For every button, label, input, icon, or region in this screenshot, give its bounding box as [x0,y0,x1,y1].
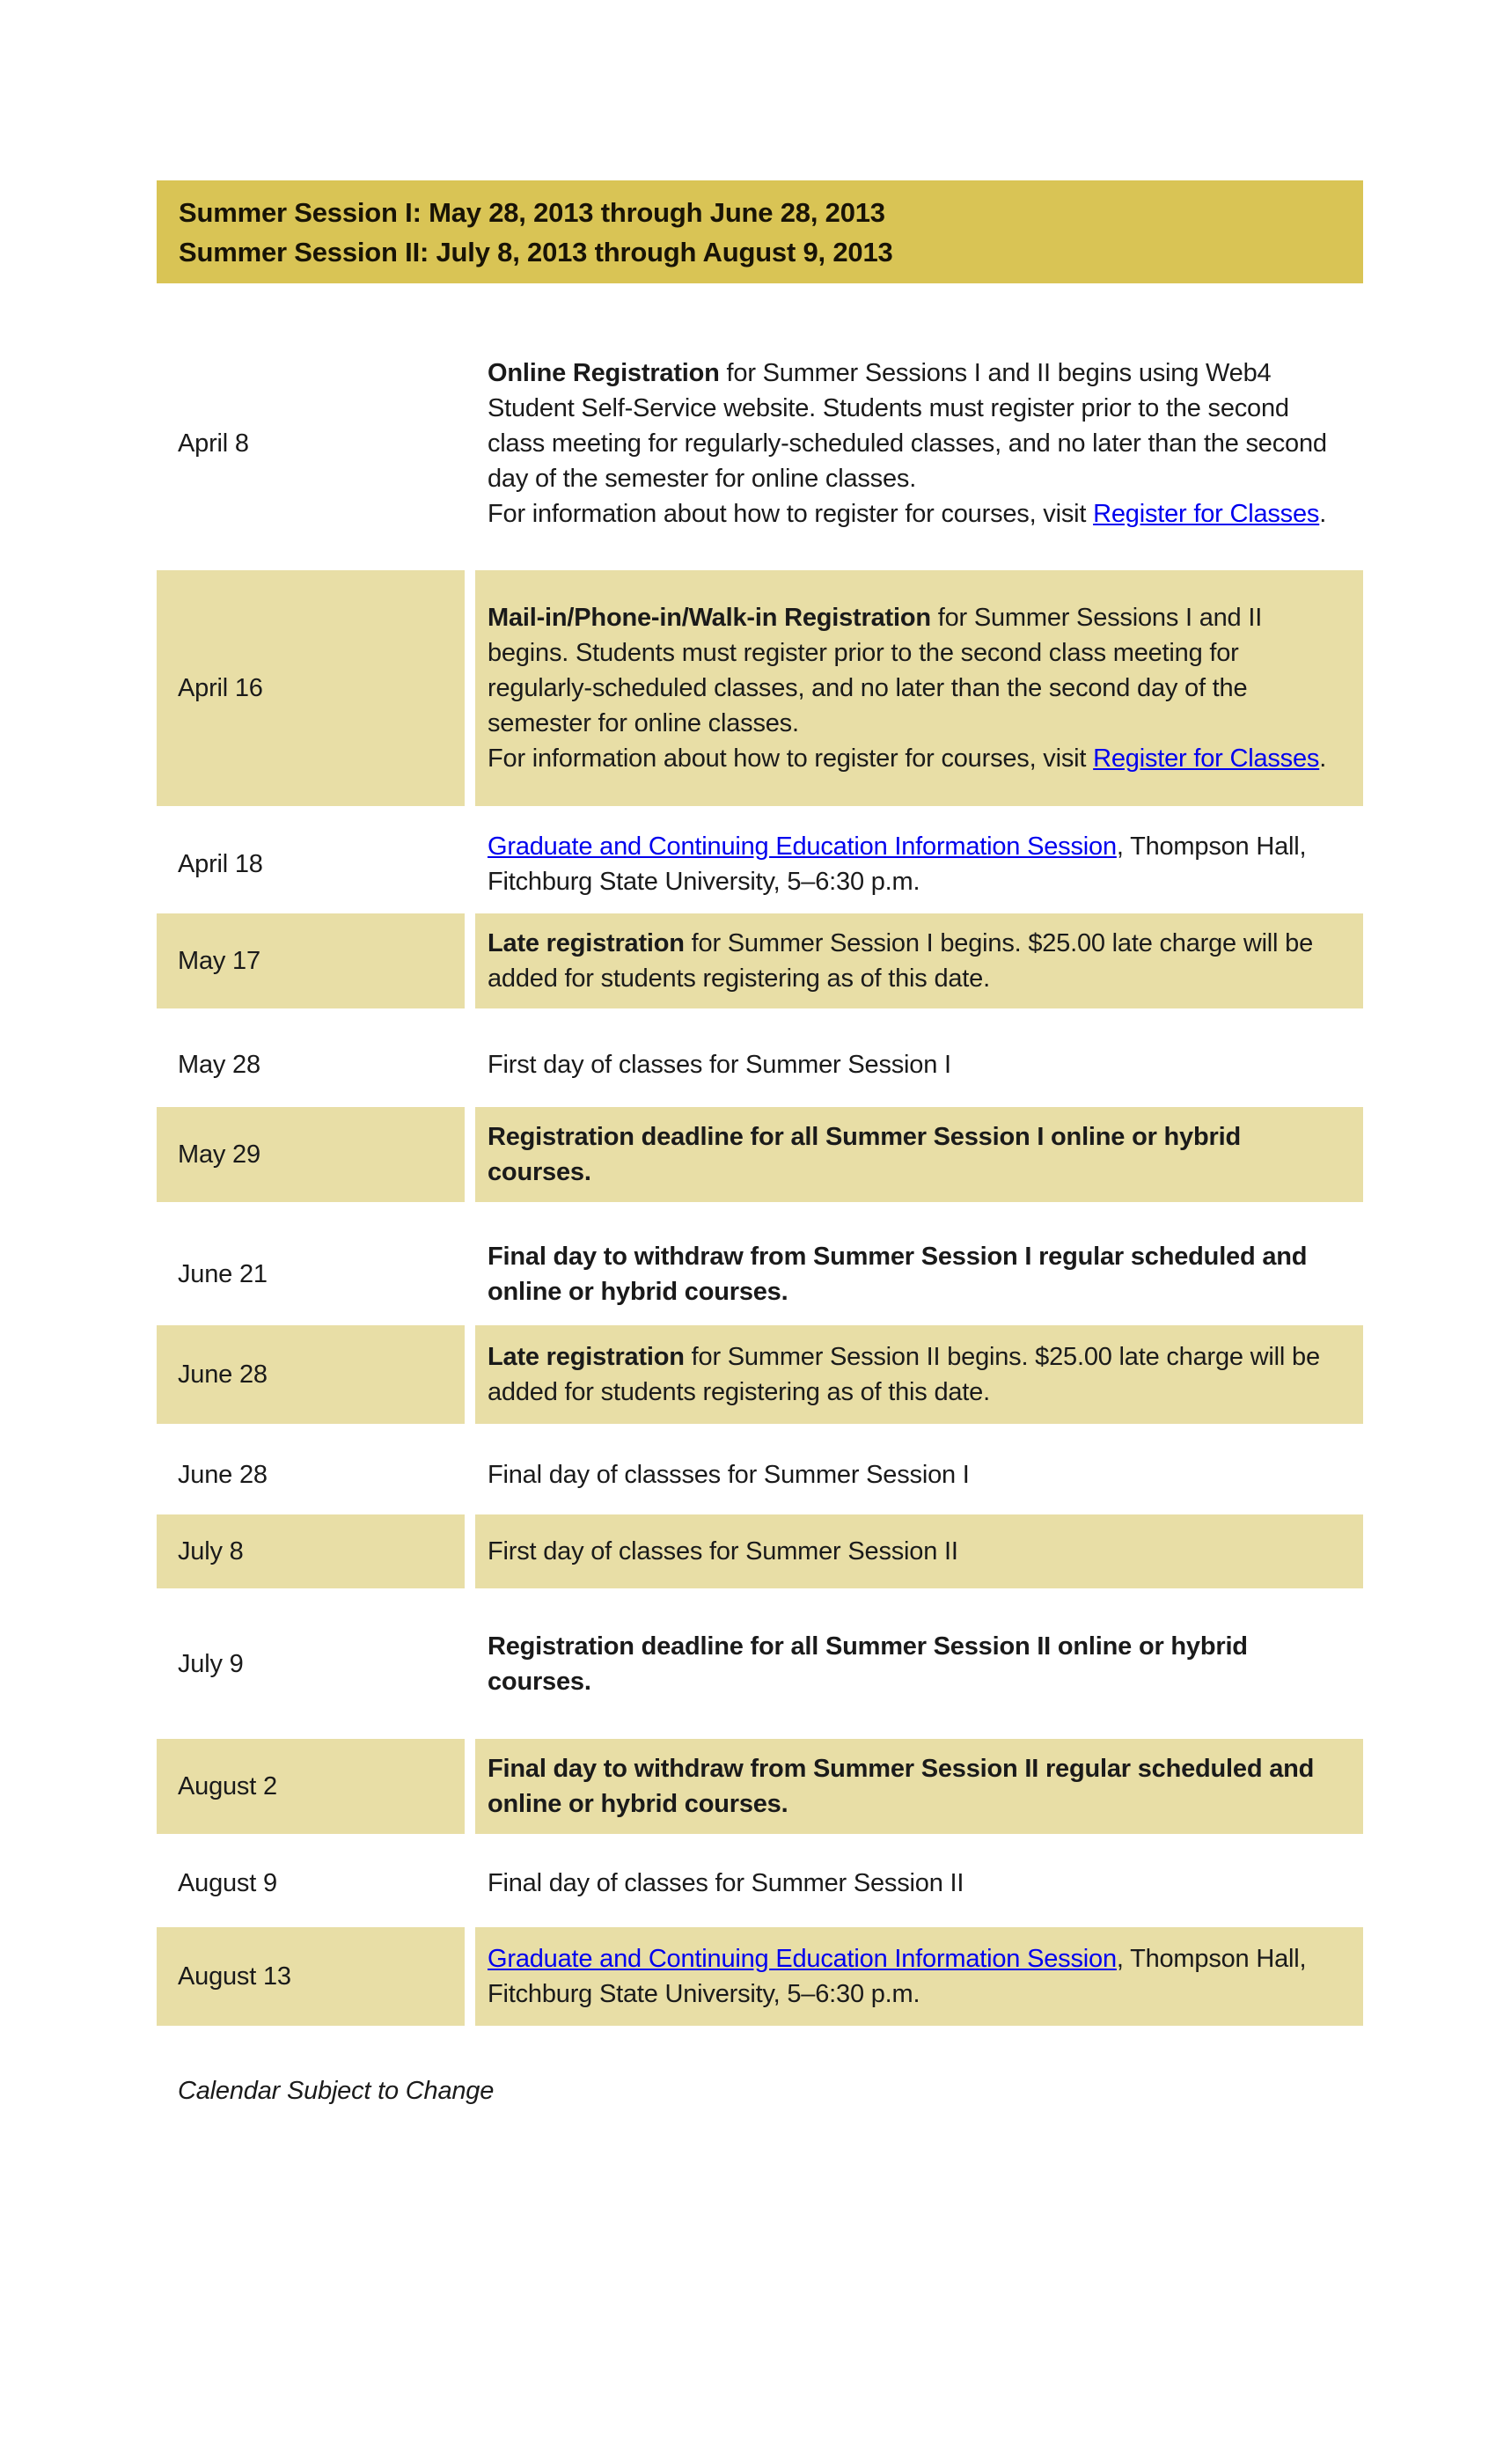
table-row [157,1325,1363,1424]
body-text: . [1319,500,1327,528]
body-text: For information about how to register for courses, visit [488,500,1094,528]
emphasis-text: Registration deadline for all Summer Session I online or hybrid courses. [488,1123,1241,1186]
emphasis-text: Mail-in/Phone-in/Walk-in Registration [488,604,931,632]
date-label: August 9 [178,1868,277,1897]
gce-information-session-link[interactable]: Graduate and Continuing Education Information Session [488,1945,1117,1973]
column-gap [465,1445,475,1505]
column-gap [465,1617,475,1712]
date-cell [157,1514,465,1588]
emphasis-text: Late registration [488,1343,685,1371]
date-label: April 8 [178,429,249,458]
gce-information-session-link[interactable]: Graduate and Continuing Education Information Session [488,832,1117,861]
event-description [488,1119,1346,1190]
date-label: July 9 [178,1649,244,1678]
event-description [488,1339,1346,1410]
table-row [157,570,1363,806]
body-text: for Summer Sessions I and II begins. Students must register prior to the second class meeting for regularly-scheduled classes, and no later than the second day of the semester for online classes. [488,604,1263,737]
date-cell [157,817,465,912]
calendar-table [157,343,1363,2026]
footer-note: Calendar Subject to Change [178,2077,495,2105]
body-text: , Thompson Hall, Fitchburg State University, 5–6:30 p.m. [488,832,1307,896]
column-gap [465,913,475,1008]
table-row [157,343,1363,544]
date-label: May 17 [178,946,260,975]
column-gap [465,1514,475,1588]
date-cell [157,1853,465,1913]
date-label: August 13 [178,1962,291,1991]
table-row [157,1853,1363,1913]
date-cell [157,570,465,806]
column-gap [465,1325,475,1424]
body-text: , Thompson Hall, Fitchburg State University, 5–6:30 p.m. [488,1945,1307,2008]
document-content [157,0,1363,2106]
banner-line-session-2: Summer Session II: July 8, 2013 through August 9, 2013 [179,236,893,268]
event-description [488,1534,1346,1569]
table-row [157,1514,1363,1588]
date-cell [157,343,465,544]
event-description [488,1457,1346,1492]
body-text: for Summer Session II begins. $25.00 late charge will be added for students registering as of this date. [488,1343,1320,1406]
date-cell [157,1739,465,1834]
date-cell [157,1035,465,1095]
event-description [488,1941,1346,2012]
date-cell [157,1227,465,1322]
event-description [488,829,1346,899]
date-label: June 28 [178,1360,268,1389]
register-for-classes-link[interactable]: Register for Classes [1093,500,1320,528]
date-cell [157,1927,465,2026]
table-row [157,1107,1363,1202]
table-row [157,1445,1363,1505]
event-description [488,926,1346,996]
table-row [157,1927,1363,2026]
date-label: June 21 [178,1259,268,1288]
event-description-cell [475,1927,1363,2026]
body-text: First day of classes for Summer Session I [488,1051,951,1079]
date-cell [157,1617,465,1712]
column-gap [465,570,475,806]
event-description-cell [475,1853,1363,1913]
table-row [157,1227,1363,1322]
table-row [157,817,1363,912]
event-description [488,356,1346,532]
column-gap [465,817,475,912]
table-row [157,1035,1363,1095]
event-description-cell [475,570,1363,806]
event-description-cell [475,1445,1363,1505]
event-description [488,1866,1346,1901]
event-description [488,1047,1346,1082]
event-description-cell [475,1107,1363,1202]
column-gap [465,1739,475,1834]
summer-sessions-banner [157,180,1363,283]
body-text: for Summer Session I begins. $25.00 late charge will be added for students registering as of this date. [488,929,1314,993]
table-row [157,913,1363,1008]
column-gap [465,1227,475,1322]
body-text: For information about how to register for courses, visit [488,744,1094,773]
date-cell [157,1107,465,1202]
body-text: . [1319,744,1327,773]
emphasis-text: Final day to withdraw from Summer Session I regular scheduled and online or hybrid courses. [488,1243,1308,1306]
event-description-cell [475,1227,1363,1322]
event-description-cell [475,343,1363,544]
event-description-cell [475,1617,1363,1712]
date-cell [157,1325,465,1424]
banner-line-session-1: Summer Session I: May 28, 2013 through June 28, 2013 [179,196,885,228]
date-label: July 8 [178,1536,244,1566]
event-description-cell [475,817,1363,912]
body-text: Final day of classses for Summer Session I [488,1461,970,1489]
emphasis-text: Final day to withdraw from Summer Session II regular scheduled and online or hybrid courses. [488,1755,1315,1818]
event-description-cell [475,1739,1363,1834]
event-description-cell [475,1325,1363,1424]
table-row [157,1739,1363,1834]
register-for-classes-link[interactable]: Register for Classes [1093,744,1320,773]
body-text: First day of classes for Summer Session II [488,1537,958,1566]
body-text: for Summer Sessions I and II begins using Web4 Student Self-Service website. Students must register prior to the second class meeting for regularly-scheduled classes, and no later than the second day of the semester for online classes. [488,359,1327,493]
event-description [488,600,1346,776]
event-description-cell [475,1514,1363,1588]
column-gap [465,343,475,544]
emphasis-text: Online Registration [488,359,720,387]
column-gap [465,1853,475,1913]
column-gap [465,1035,475,1095]
date-label: June 28 [178,1460,268,1489]
date-label: August 2 [178,1771,277,1800]
event-description [488,1751,1346,1822]
column-gap [465,1927,475,2026]
column-gap [465,1107,475,1202]
body-text: Final day of classes for Summer Session II [488,1869,964,1897]
date-label: April 16 [178,673,263,702]
event-description-cell [475,1035,1363,1095]
date-cell [157,1445,465,1505]
table-row [157,1617,1363,1712]
event-description [488,1239,1346,1309]
event-description [488,1629,1346,1699]
date-label: May 29 [178,1140,260,1169]
date-label: April 18 [178,849,263,878]
date-cell [157,913,465,1008]
emphasis-text: Late registration [488,929,685,957]
emphasis-text: Registration deadline for all Summer Session II online or hybrid courses. [488,1632,1248,1696]
event-description-cell [475,913,1363,1008]
date-label: May 28 [178,1050,260,1079]
